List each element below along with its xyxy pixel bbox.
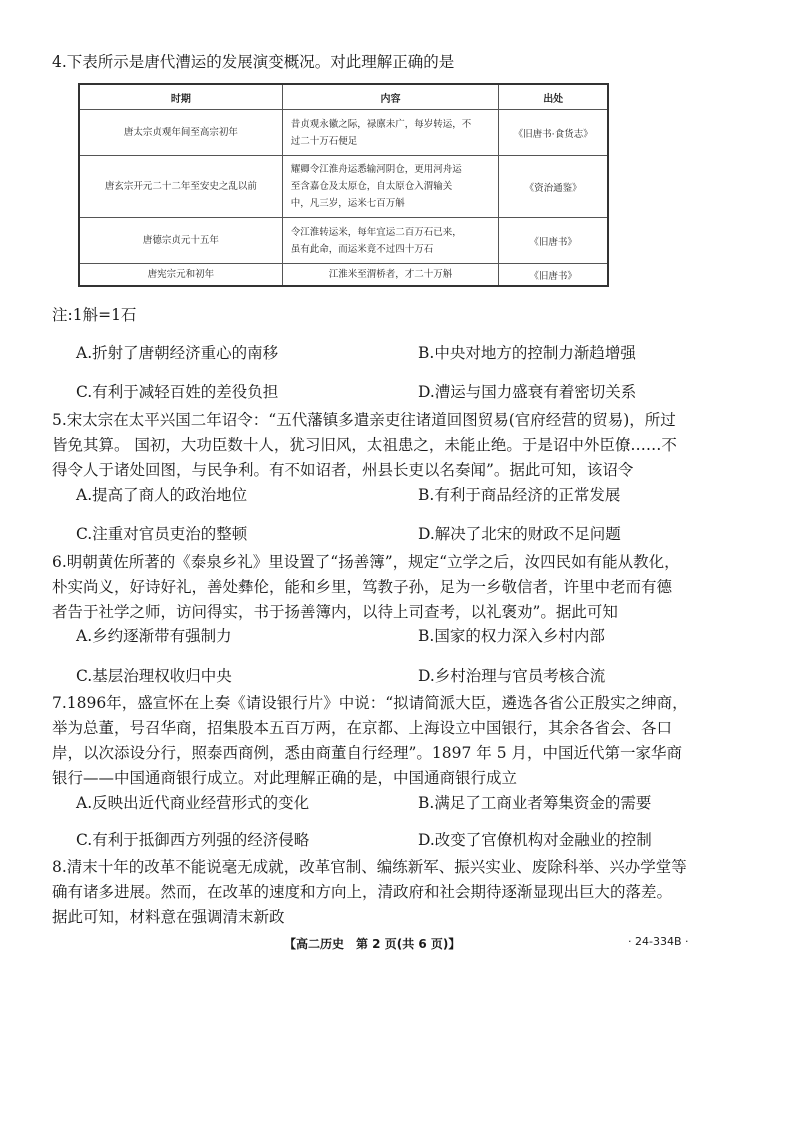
q7-option-a[interactable]: A.反映出近代商业经营形式的变化 (76, 794, 310, 812)
q7-option-b[interactable]: B.满足了工商业者筹集资金的需要 (418, 794, 652, 812)
row-content (282, 218, 499, 264)
q6-line: 者告于社学之师，访问得实，书于扬善簿内，以待上司查考，以礼褒劝”。据此可知 (52, 603, 618, 621)
tang-transport-table (78, 83, 609, 287)
q5-option-b[interactable]: B.有利于商品经济的正常发展 (418, 486, 621, 504)
q6-line: 6.明朝黄佐所著的《泰泉乡礼》里设置了“扬善簿”，规定“立学之后，汝四民如有能从教化， (52, 553, 680, 571)
header-period: 时期 (79, 84, 282, 110)
table-row (79, 264, 608, 286)
q7-line: 7.1896年，盛宣怀在上奏《请设银行片》中说：“拟请简派大臣，遴选各省公正殷实之绅商， (52, 694, 688, 712)
table-header-row (79, 84, 608, 110)
row-content (282, 264, 499, 286)
content-line: 至含嘉仓及太原仓，自太原仓入渭输关 (290, 181, 453, 193)
header-source: 出处 (499, 84, 608, 110)
q6-option-c[interactable]: C.基层治理权收归中央 (76, 667, 232, 685)
q4-note: 注:1斛=1石 (52, 306, 137, 324)
row-source: 《资治通鉴》 (499, 156, 608, 218)
content-line: 江淮米至渭桥者，才二十万斛 (328, 269, 453, 281)
q6-option-a[interactable]: A.乡约逐渐带有强制力 (76, 627, 232, 645)
content-line: 过二十万石便足 (290, 135, 358, 147)
q4-option-b[interactable]: B.中央对地方的控制力渐趋增强 (418, 344, 636, 362)
q6-option-b[interactable]: B.国家的权力深入乡村内部 (418, 627, 605, 645)
q5-line: 5.宋太宗在太平兴国二年诏令：“五代藩镇多遣亲吏往诸道回图贸易(官府经营的贸易)，所过 (52, 411, 676, 429)
q7-option-d[interactable]: D.改变了官僚机构对金融业的控制 (418, 831, 652, 849)
row-source: 《旧唐书》 (499, 218, 608, 264)
row-period: 唐太宗贞观年间至高宗初年 (79, 110, 282, 156)
row-content (282, 110, 499, 156)
q7-option-c[interactable]: C.有利于抵御西方列强的经济侵略 (76, 831, 310, 849)
q4-option-c[interactable]: C.有利于减轻百姓的差役负担 (76, 383, 279, 401)
row-content (282, 156, 499, 218)
q6-line: 朴实尚义，好诗好礼，善处彝伦，能和乡里，笃教子孙，足为一乡敬信者，许里中老而有德 (52, 578, 673, 596)
q5-option-d[interactable]: D.解决了北宋的财政不足问题 (418, 525, 621, 543)
q4-stem: 4.下表所示是唐代漕运的发展演变概况。对此理解正确的是 (52, 53, 455, 71)
q4-option-a[interactable]: A.折射了唐朝经济重心的南移 (76, 344, 279, 362)
table-row (79, 156, 608, 218)
page-footer: 【高二历史 第 2 页(共 6 页)】 (284, 937, 461, 951)
exam-code: · 24-334B · (628, 935, 689, 948)
q5-line: 得令人于诸处回图，与民争利。有不如诏者，州县长吏以名奏闻”。据此可知，该诏令 (52, 461, 634, 479)
q8-line: 据此可知，材料意在强调清末新政 (52, 908, 285, 926)
q8-line: 8.清末十年的改革不能说毫无成就，改革官制、编练新军、振兴实业、废除科举、兴办学堂等 (52, 858, 687, 876)
row-period: 唐玄宗开元二十二年至安史之乱以前 (79, 156, 282, 218)
row-source: 《旧唐书》 (499, 264, 608, 286)
q7-line: 银行——中国通商银行成立。对此理解正确的是，中国通商银行成立 (52, 769, 518, 787)
row-period: 唐宪宗元和初年 (79, 264, 282, 286)
q4-option-d[interactable]: D.漕运与国力盛衰有着密切关系 (418, 383, 637, 401)
q7-line: 岸，以次添设分行，照泰西商例，悉由商董自行经理”。1897 年 5 月，中国近代第一家华商 (52, 744, 683, 762)
content-line: 令江淮转运米，每年宜运二百万石已来， (290, 226, 462, 238)
q5-line: 皆免其算。 国初，大功臣数十人，犹习旧风，太祖患之，未能止绝。于是诏中外臣僚……不 (52, 436, 677, 454)
content-line: 虽有此命，而运米竟不过四十万石 (290, 243, 434, 255)
content-line: 耀卿令江淮舟运悉输河阴仓，更用河舟运 (290, 164, 462, 176)
header-content: 内容 (282, 84, 499, 110)
row-source: 《旧唐书·食货志》 (499, 110, 608, 156)
q5-option-a[interactable]: A.提高了商人的政治地位 (76, 486, 248, 504)
table-row (79, 218, 608, 264)
content-line: 中，凡三岁，运米七百万斛 (290, 198, 405, 210)
q6-option-d[interactable]: D.乡村治理与官员考核合流 (418, 667, 606, 685)
table-row (79, 110, 608, 156)
content-line: 昔贞观永徽之际，禄廪未广，每岁转运，不 (290, 118, 472, 130)
q7-line: 举为总董，号召华商，招集股本五百万两，在京都、上海设立中国银行，其余各省会、各口 (52, 719, 673, 737)
q8-line: 确有诸多进展。然而，在改革的速度和方向上，清政府和社会期待逐渐显现出巨大的落差。 (52, 883, 673, 901)
q5-option-c[interactable]: C.注重对官员吏治的整顿 (76, 525, 248, 543)
row-period: 唐德宗贞元十五年 (79, 218, 282, 264)
